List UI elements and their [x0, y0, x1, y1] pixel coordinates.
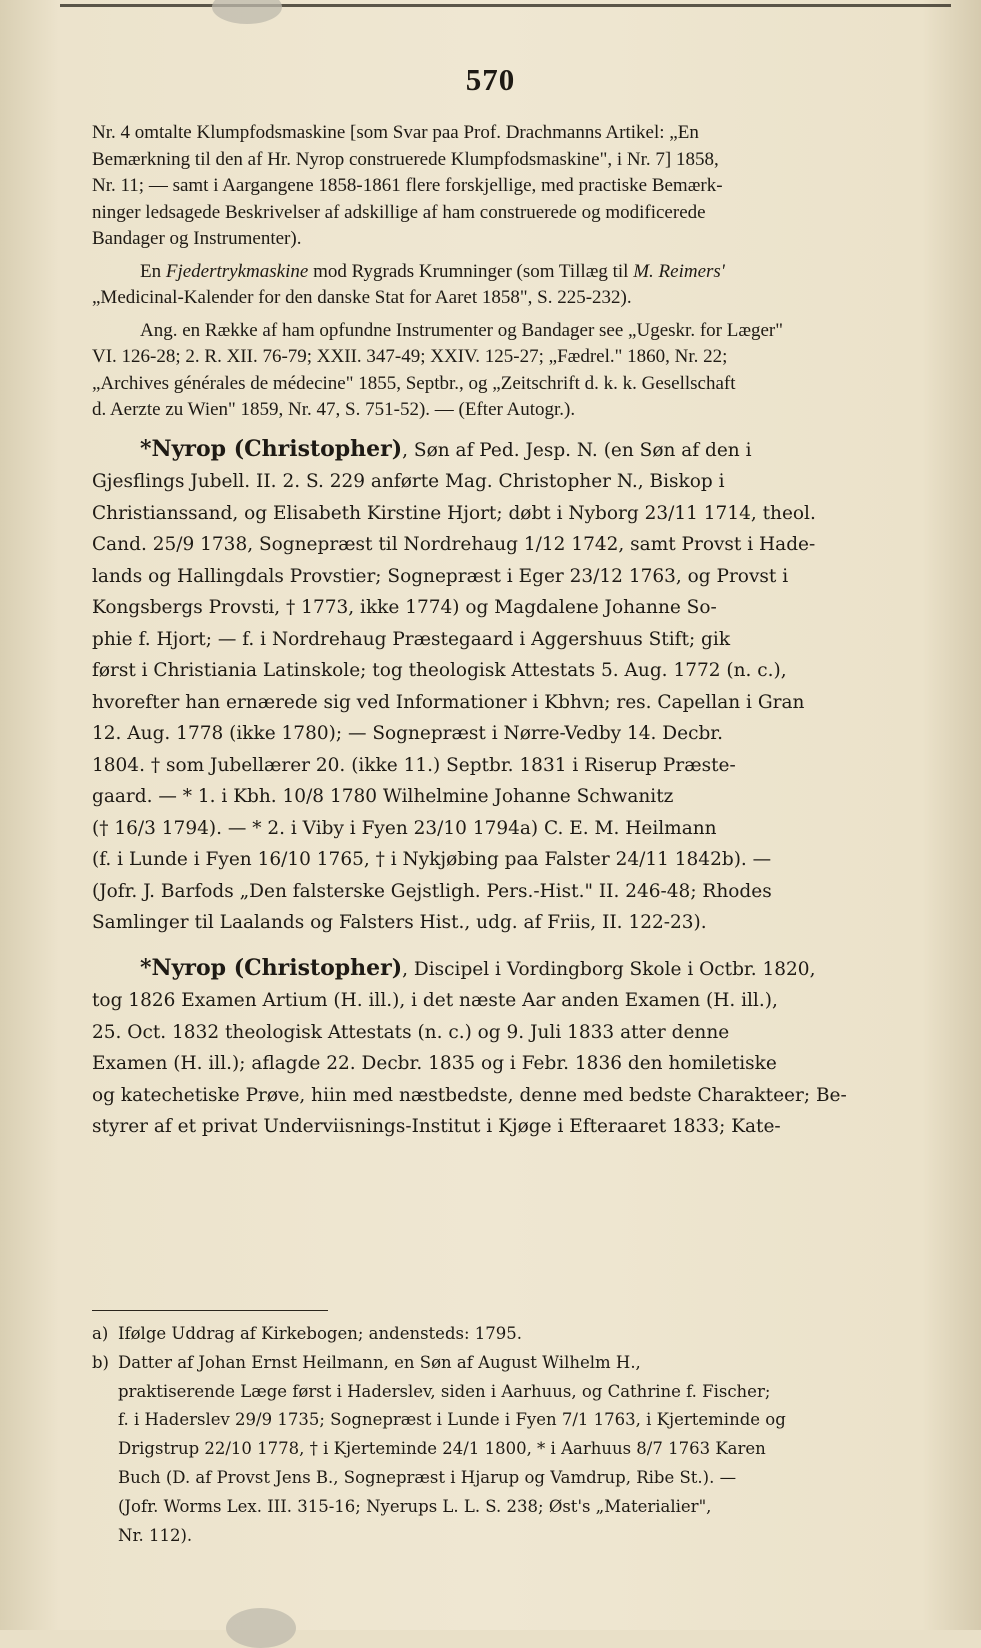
library-stamp-top [212, 0, 282, 24]
text-line: En Fjedertrykmaskine mod Rygrads Krumninger (som Tillæg til M. Reimers' [140, 260, 725, 282]
text-line: og katechetiske Prøve, hiin med næstbedste, denne med bedste Charakteer; Be- [92, 1084, 847, 1106]
text-line: Samlinger til Laalands og Falsters Hist., udg. af Friis, II. 122-23). [92, 912, 707, 933]
text-line: gaard. — * 1. i Kbh. 10/8 1780 Wilhelmine Johanne Schwanitz [92, 786, 674, 807]
text-line: Kongsbergs Provsti, † 1773, ikke 1774) og Magdalene Johanne So- [92, 597, 717, 618]
top-border-rule [60, 4, 951, 7]
footnote-b: b) Datter af Johan Ernst Heilmann, en Søn af August Wilhelm H., [92, 1349, 912, 1378]
text-line: „Archives générales de médecine" 1855, Septbr., og „Zeitschrift d. k. k. Gesellschaft [92, 372, 736, 394]
text-line: († 16/3 1794). — * 2. i Viby i Fyen 23/10 1794a) C. E. M. Heilmann [92, 817, 717, 839]
text-line: Ang. en Række af ham opfundne Instrumenter og Bandager see „Ugeskr. for Læger" [140, 319, 784, 341]
entry-nyrop-christopher-2 [92, 953, 900, 1143]
text-line: tog 1826 Examen Artium (H. ill.), i det næste Aar anden Examen (H. ill.), [92, 990, 778, 1011]
entry-heading: *Nyrop (Christopher) [140, 954, 403, 981]
footnote-line: Nr. 112). [118, 1525, 193, 1545]
paragraph-instruments-list [92, 120, 900, 253]
paragraph-references [92, 318, 900, 424]
text-line: Nr. 11; — samt i Aargangene 1858-1861 flere forskjellige, med practiske Bemærk- [92, 175, 723, 196]
library-stamp-bottom [226, 1608, 296, 1648]
text-line: ninger ledsagede Beskrivelser af adskillige af ham construerede og modificerede [92, 201, 706, 223]
text-line: 12. Aug. 1778 (ikke 1780); — Sognepræst i Nørre-Vedby 14. Decbr. [92, 723, 723, 744]
text-line: „Medicinal-Kalender for den danske Stat for Aaret 1858", S. 225-232). [92, 287, 632, 308]
entry-nyrop-christopher-1 [92, 434, 900, 939]
footnote-line: Buch (D. af Provst Jens B., Sognepræst i Hjarup og Vamdrup, Ribe St.). — [118, 1467, 737, 1487]
footnote-line: praktiserende Læge først i Haderslev, siden i Aarhuus, og Cathrine f. Fischer; [118, 1381, 771, 1401]
text-line: Christianssand, og Elisabeth Kirstine Hjort; døbt i Nyborg 23/11 1714, theol. [92, 502, 816, 524]
text-line: d. Aerzte zu Wien" 1859, Nr. 47, S. 751-52). — (Efter Autogr.). [92, 399, 576, 420]
text-line: VI. 126-28; 2. R. XII. 76-79; XXII. 347-49; XXIV. 125-27; „Fædrel." 1860, Nr. 22; [92, 346, 728, 367]
footnote-a: a) Ifølge Uddrag af Kirkebogen; andensteds: 1795. [92, 1320, 912, 1349]
text-line: styrer af et privat Underviisnings-Institut i Kjøge i Efteraaret 1833; Kate- [92, 1116, 781, 1137]
paragraph-fjedertrykmaskine [92, 259, 900, 312]
footnote-line: (Jofr. Worms Lex. III. 315-16; Nyerups L. L. S. 238; Øst's „Materialier", [118, 1496, 712, 1516]
footnote-separator [92, 1310, 328, 1311]
footnote-line: f. i Haderslev 29/9 1735; Sognepræst i Lunde i Fyen 7/1 1763, i Kjerteminde og [118, 1410, 786, 1430]
text-line: Gjesflings Jubell. II. 2. S. 229 anførte Mag. Christopher N., Biskop i [92, 471, 725, 492]
footnote-line: Drigstrup 22/10 1778, † i Kjerteminde 24/1 1800, * i Aarhuus 8/7 1763 Karen [118, 1439, 766, 1459]
italic-author: M. Reimers' [633, 260, 725, 282]
text-line: (Jofr. J. Barfods „Den falsterske Gejstligh. Pers.-Hist." II. 246-48; Rhodes [92, 880, 772, 902]
footnotes [92, 1320, 912, 1550]
page-number: 570 [465, 62, 516, 97]
text-line: hvorefter han ernærede sig ved Informationer i Kbhvn; res. Capellan i Gran [92, 691, 805, 713]
text-line: phie f. Hjort; — f. i Nordrehaug Præstegaard i Aggershuus Stift; gik [92, 628, 731, 650]
text-line: 1804. † som Jubellærer 20. (ikke 11.) Septbr. 1831 i Riserup Præste- [92, 754, 736, 776]
text-line: Examen (H. ill.); aflagde 22. Decbr. 1835 og i Febr. 1836 den homiletiske [92, 1053, 777, 1074]
text-line: Bemærkning til den af Hr. Nyrop construerede Klumpfodsmaskine", i Nr. 7] 1858, [92, 148, 719, 170]
footnote-label: b) [92, 1352, 109, 1372]
italic-term: Fjedertrykmaskine [165, 260, 309, 282]
main-text [92, 120, 900, 1143]
text-line: 25. Oct. 1832 theologisk Attestats (n. c.) og 9. Juli 1833 atter denne [92, 1021, 730, 1043]
text-line: først i Christiania Latinskole; tog theologisk Attestats 5. Aug. 1772 (n. c.), [92, 660, 787, 681]
text-line: lands og Hallingdals Provstier; Sognepræst i Eger 23/12 1763, og Provst i [92, 565, 789, 587]
text-line: *Nyrop (Christopher), Discipel i Vordingborg Skole i Octbr. 1820, [140, 954, 816, 981]
text-line: (f. i Lunde i Fyen 16/10 1765, † i Nykjøbing paa Falster 24/11 1842b). — [92, 849, 772, 870]
text-line: Cand. 25/9 1738, Sognepræst til Nordrehaug 1/12 1742, samt Provst i Hade- [92, 534, 816, 555]
text-line: Nr. 4 omtalte Klumpfodsmaskine [som Svar paa Prof. Drachmanns Artikel: „En [92, 122, 699, 143]
text-line: Bandager og Instrumenter). [92, 228, 302, 249]
entry-heading: *Nyrop (Christopher) [140, 435, 403, 462]
text-line: *Nyrop (Christopher), Søn af Ped. Jesp. N. (en Søn af den i [140, 435, 752, 462]
footnote-label: a) [92, 1324, 109, 1343]
